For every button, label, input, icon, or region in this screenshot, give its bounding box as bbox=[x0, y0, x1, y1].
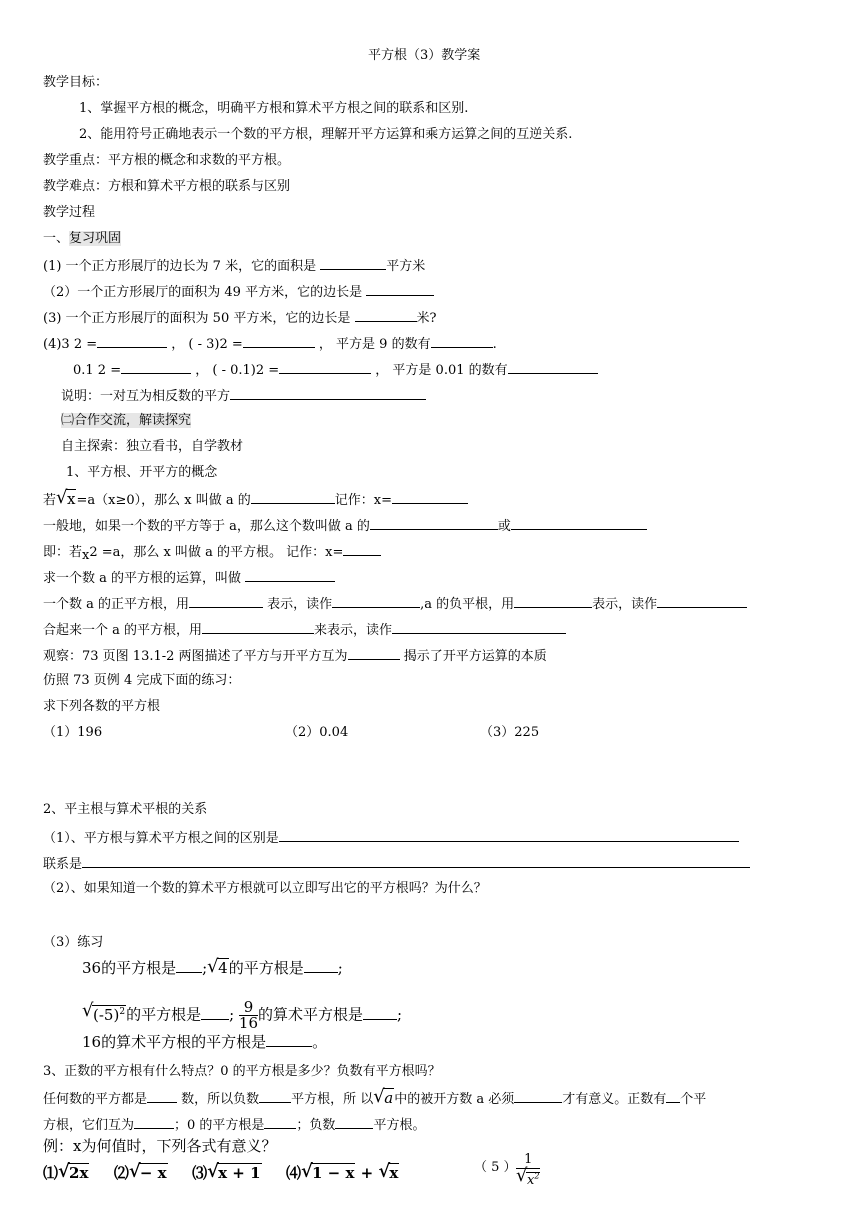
section-2-heading bbox=[61, 413, 191, 429]
sqrt-radicand: 1 − x bbox=[312, 1164, 355, 1182]
general-or: 或 bbox=[497, 519, 511, 534]
key-point: 教学重点：平方根的概念和求数的平方根。 bbox=[43, 153, 291, 168]
review-question-1 bbox=[43, 257, 425, 275]
expression-5-label: （ 5 ） bbox=[474, 1160, 517, 1175]
sqrt-radicand: − x bbox=[139, 1164, 167, 1182]
q3-text: (3) 一个正方形展厅的面积为 50 平方米，它的边长是 bbox=[43, 311, 355, 326]
q3-unit: 米? bbox=[416, 311, 437, 326]
sqrt-radicand: (-5) bbox=[93, 1005, 120, 1024]
answer-blank[interactable] bbox=[320, 257, 386, 270]
any-text-d: 中的被开方数 a 必须 bbox=[394, 1092, 515, 1107]
sqrt-symbol: √ x bbox=[378, 1161, 399, 1182]
general-definition bbox=[43, 517, 647, 535]
practice-line-1 bbox=[82, 956, 343, 977]
operation-line bbox=[43, 569, 335, 587]
goal-2: 2、能用符号正确地表示一个数的平方根，理解开平方运算和乘方运算之间的互逆关系. bbox=[79, 127, 573, 142]
section-2-title: ㈡合作交流，解读探究 bbox=[61, 413, 192, 428]
answer-blank[interactable] bbox=[392, 491, 468, 504]
example-expressions bbox=[43, 1161, 399, 1182]
expression-5-fraction bbox=[516, 1152, 540, 1189]
expr-1-label: ⑴ bbox=[43, 1164, 59, 1182]
recip-text-c: ；负数 bbox=[296, 1118, 336, 1133]
fraction-denominator: 16 bbox=[238, 1014, 259, 1032]
combined-line bbox=[43, 621, 566, 639]
observe-line bbox=[43, 647, 547, 665]
imitate-line: 仿照 73 页例 4 完成下面的练习： bbox=[43, 673, 241, 688]
reciprocal-line bbox=[43, 1116, 425, 1134]
observe-text-a: 观察：73 页图 13.1-2 两图描述了平方与开平方互为 bbox=[43, 649, 348, 664]
section-1-heading bbox=[43, 231, 121, 247]
q5-part-b: ， ( - 0.1)2 = bbox=[191, 363, 280, 378]
sqrt-radicand: x + 1 bbox=[218, 1164, 261, 1182]
general-text: 一般地，如果一个数的平方等于 a，那么这个数叫做 a 的 bbox=[43, 519, 370, 534]
self-explore: 自主探索：独立看书，自学教材 bbox=[61, 439, 244, 454]
ie-prefix: 即：若 bbox=[43, 545, 83, 560]
answer-blank[interactable] bbox=[304, 960, 338, 973]
note-text: 说明：一对互为相反数的平方 bbox=[61, 389, 231, 404]
feature-question: 3、正数的平方根有什么特点？0 的平方根是多少？负数有平方根吗？ bbox=[43, 1064, 441, 1079]
any-number-line bbox=[43, 1086, 707, 1108]
p3-end: 。 bbox=[312, 1033, 328, 1051]
exponent: 2 bbox=[119, 1006, 126, 1017]
answer-blank[interactable] bbox=[243, 335, 315, 348]
sqrt-radicand: x bbox=[389, 1164, 399, 1182]
process-heading: 教学过程 bbox=[43, 205, 96, 220]
note bbox=[61, 387, 426, 405]
practice-heading: （3）练习 bbox=[43, 935, 104, 950]
sqrt-symbol: √ a bbox=[373, 1086, 394, 1107]
review-question-3 bbox=[43, 309, 436, 327]
sqrt-symbol: √ 1 − x bbox=[301, 1161, 355, 1182]
any-text-c: 平方根，所 以 bbox=[291, 1092, 374, 1107]
p2-end: ; bbox=[397, 1005, 403, 1024]
answer-blank[interactable] bbox=[97, 335, 167, 348]
sqrt-radicand: x bbox=[527, 1173, 535, 1189]
observe-text-b: 揭示了开平方运算的本质 bbox=[399, 649, 547, 664]
answer-blank[interactable] bbox=[366, 283, 434, 296]
q1-text: (1) 一个正方形展厅的边长为 7 米，它的面积是 bbox=[43, 259, 321, 274]
pos-text-a: 一个数 a 的正平方根，用 bbox=[43, 597, 190, 612]
pos-text-d: 表示，读作 bbox=[592, 597, 658, 612]
fraction-numerator: 9 bbox=[239, 1000, 258, 1016]
ie-text: 2 =a，那么 x 叫做 a 的平方根。 记作：x= bbox=[89, 545, 344, 560]
definition-line bbox=[43, 487, 468, 509]
answer-blank[interactable] bbox=[134, 1116, 174, 1129]
answer-blank[interactable] bbox=[279, 829, 739, 842]
exercise-3: （3）225 bbox=[480, 725, 540, 740]
answer-blank[interactable] bbox=[189, 595, 263, 608]
ie-line bbox=[43, 543, 381, 561]
goal-1: 1、掌握平方根的概念，明确平方根和算术平方根之间的联系和区别. bbox=[79, 101, 469, 116]
plus-sign: + bbox=[355, 1164, 379, 1182]
recip-text-b: ；0 的平方根是 bbox=[174, 1118, 265, 1133]
rel1-text: （1）、平方根与算术平方根之间的区别是 bbox=[43, 831, 279, 846]
sqrt-symbol: √ x bbox=[56, 487, 76, 508]
p1-text-b: 的平方根是 bbox=[228, 959, 304, 977]
answer-blank[interactable] bbox=[511, 517, 647, 530]
comb-text-a: 合起来一个 a 的平方根，用 bbox=[43, 623, 203, 638]
p1-sep: ; bbox=[202, 959, 208, 977]
relation-question-1 bbox=[43, 829, 739, 847]
difficulty: 教学难点：方根和算术平方根的联系与区别 bbox=[43, 179, 291, 194]
recip-text-a: 方根，它们互为 bbox=[43, 1118, 135, 1133]
answer-blank[interactable] bbox=[666, 1090, 680, 1103]
sqrt-symbol: √ − x bbox=[128, 1161, 167, 1182]
p2-text-a: 的平方根是 bbox=[126, 1005, 202, 1024]
review-question-5 bbox=[73, 361, 598, 379]
goals-heading: 教学目标： bbox=[43, 75, 109, 90]
answer-blank[interactable] bbox=[370, 517, 498, 530]
expr-2-label: ⑵ bbox=[113, 1164, 129, 1182]
answer-blank[interactable] bbox=[508, 361, 598, 374]
any-text-a: 任何数的平方都是 bbox=[43, 1092, 148, 1107]
answer-blank[interactable] bbox=[355, 309, 417, 322]
comb-text-b: 来表示，读作 bbox=[314, 623, 393, 638]
exercise-2: （2）0.04 bbox=[285, 725, 349, 740]
fraction-numerator: 1 bbox=[516, 1152, 540, 1169]
relation-heading: 2、平主根与算术平根的关系 bbox=[43, 802, 208, 817]
p1-end: ; bbox=[337, 959, 343, 977]
operation-text: 求一个数 a 的平方根的运算，叫做 bbox=[43, 571, 246, 586]
fraction bbox=[239, 1000, 258, 1031]
answer-blank[interactable] bbox=[514, 1090, 562, 1103]
review-question-4 bbox=[43, 335, 497, 353]
practice-line-2 bbox=[82, 1000, 402, 1031]
answer-blank[interactable] bbox=[202, 621, 314, 634]
answer-blank[interactable] bbox=[201, 1007, 229, 1020]
fraction-denominator bbox=[516, 1165, 540, 1189]
q4-part-d: . bbox=[492, 337, 497, 352]
sqrt-symbol: √ $(-5)^2$ bbox=[82, 999, 126, 1024]
answer-blank[interactable] bbox=[363, 1007, 397, 1020]
answer-blank[interactable] bbox=[657, 595, 747, 608]
q5-part-a: 0.1 2 = bbox=[73, 363, 122, 378]
any-text-f: 个平 bbox=[680, 1092, 707, 1107]
answer-blank[interactable] bbox=[348, 647, 400, 660]
q4-part-a: (4)3 2 = bbox=[43, 337, 98, 352]
recip-text-d: 平方根。 bbox=[373, 1118, 426, 1133]
sqrt-radicand: 2x bbox=[69, 1164, 89, 1182]
any-text-e: 才有意义。正数有 bbox=[562, 1092, 667, 1107]
sqrt-symbol: √ 4 bbox=[207, 956, 228, 977]
pos-text-b: 表示，读作 bbox=[263, 597, 333, 612]
practice-line-3 bbox=[82, 1034, 327, 1050]
page-title: 平方根（3）教学案 bbox=[368, 48, 481, 63]
section-1-prefix: 一、 bbox=[43, 231, 70, 246]
sqrt-symbol: √ x + 1 bbox=[207, 1161, 261, 1182]
answer-blank[interactable] bbox=[251, 491, 335, 504]
expr-4-label: ⑷ bbox=[285, 1164, 301, 1182]
q4-part-c: ， 平方是 9 的数有 bbox=[314, 337, 431, 352]
def-text: =a（x≥0），那么 x 叫做 a 的 bbox=[76, 493, 251, 508]
sqrt-radicand: 4 bbox=[218, 959, 228, 977]
concept-heading: 1、平方根、开平方的概念 bbox=[66, 465, 218, 480]
q1-unit: 平方米 bbox=[386, 259, 426, 274]
section-1-title: 复习巩固 bbox=[69, 231, 122, 246]
answer-blank[interactable] bbox=[332, 595, 420, 608]
sqrt-symbol: √ $x^2$ bbox=[516, 1165, 540, 1189]
exercise-1: （1）196 bbox=[43, 725, 103, 740]
answer-blank[interactable] bbox=[176, 960, 202, 973]
relation-link bbox=[43, 855, 750, 873]
review-question-2 bbox=[43, 283, 434, 301]
answer-blank[interactable] bbox=[259, 1090, 291, 1103]
answer-blank[interactable] bbox=[431, 335, 493, 348]
p2-sep: ; bbox=[229, 1005, 235, 1024]
p3-text: 16的算术平方根的平方根是 bbox=[82, 1033, 267, 1051]
ie-variable: x bbox=[82, 548, 90, 563]
sqrt-radicand: a bbox=[384, 1089, 394, 1107]
rel-link-text: 联系是 bbox=[43, 857, 83, 872]
answer-blank[interactable] bbox=[343, 543, 381, 556]
find-sqrt-heading: 求下列各数的平方根 bbox=[43, 699, 161, 714]
example-heading: 例：x为何值时，下列各式有意义？ bbox=[43, 1137, 277, 1155]
relation-question-2: （2）、如果知道一个数的算术平方根就可以立即写出它的平方根吗？为什么？ bbox=[43, 881, 487, 896]
answer-blank[interactable] bbox=[230, 387, 426, 400]
positive-root-line bbox=[43, 595, 747, 613]
exponent: 2 bbox=[534, 1172, 540, 1181]
pos-text-c: ,a 的负平根，用 bbox=[420, 597, 515, 612]
answer-blank[interactable] bbox=[279, 361, 371, 374]
p1-text-a: 36的平方根是 bbox=[82, 959, 177, 977]
def-prefix: 若 bbox=[43, 493, 57, 508]
expr-3-label: ⑶ bbox=[192, 1164, 208, 1182]
q5-part-c: ， 平方是 0.01 的数有 bbox=[371, 363, 508, 378]
p2-text-b: 的算术平方根是 bbox=[258, 1005, 364, 1024]
answer-blank[interactable] bbox=[392, 621, 566, 634]
any-text-b: 数，所以负数 bbox=[177, 1092, 260, 1107]
answer-blank[interactable] bbox=[245, 569, 335, 582]
q4-part-b: ， ( - 3)2 = bbox=[167, 337, 243, 352]
answer-blank[interactable] bbox=[82, 855, 750, 868]
answer-blank[interactable] bbox=[514, 595, 592, 608]
answer-blank[interactable] bbox=[147, 1090, 177, 1103]
answer-blank[interactable] bbox=[266, 1034, 312, 1047]
def-notation: 记作：x= bbox=[334, 493, 392, 508]
sqrt-radicand: x bbox=[67, 490, 76, 508]
answer-blank[interactable] bbox=[121, 361, 191, 374]
sqrt-symbol: √ 2x bbox=[58, 1161, 89, 1182]
q2-text: （2）一个正方形展厅的面积为 49 平方米，它的边长是 bbox=[43, 285, 367, 300]
answer-blank[interactable] bbox=[264, 1116, 296, 1129]
answer-blank[interactable] bbox=[335, 1116, 373, 1129]
